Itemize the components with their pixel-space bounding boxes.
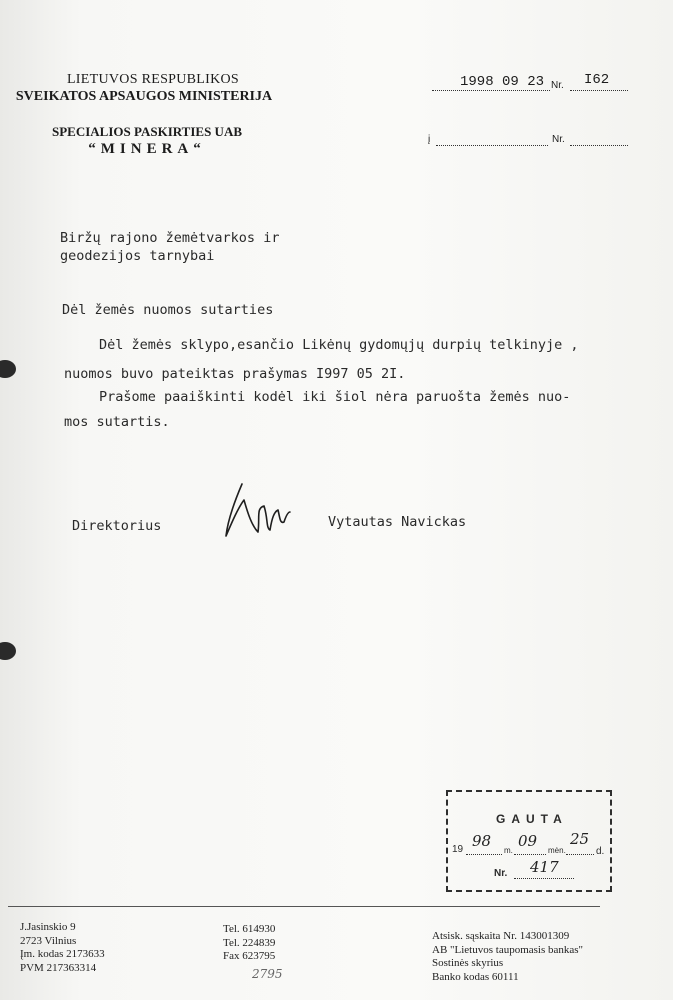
- signatory-title: Direktorius: [72, 518, 162, 534]
- punch-hole-top: [0, 360, 16, 378]
- body-line-2: nuomos buvo pateiktas prašymas I997 05 2I.: [64, 366, 406, 382]
- letter-nr-label: Nr.: [551, 80, 564, 91]
- handwritten-signature: [222, 478, 292, 544]
- letter-number: I62: [584, 72, 610, 88]
- letterhead-company-name: “MINERA“: [88, 141, 206, 157]
- letter-date: 1998 09 23: [460, 74, 545, 90]
- reply-prefix: į: [428, 134, 431, 145]
- stamp-year-prefix: 19: [452, 844, 464, 855]
- received-stamp: [446, 790, 612, 892]
- stamp-month: 09: [518, 832, 538, 850]
- punch-hole-bottom: [0, 642, 16, 660]
- stamp-month-label: m.: [504, 846, 513, 855]
- stamp-word: GAUTA: [496, 812, 568, 826]
- signatory-name: Vytautas Navickas: [328, 514, 467, 530]
- addressee-line-2: geodezijos tarnybai: [60, 248, 215, 264]
- footer-phones: Tel. 614930 Tel. 224839 Fax 623795: [223, 923, 276, 962]
- date-dotted-line: [432, 90, 550, 91]
- reply-nr-label: Nr.: [552, 134, 565, 145]
- reply-date-dotted-line: [436, 145, 548, 146]
- stamp-number: 417: [530, 858, 559, 876]
- stamp-day-suffix: d.: [596, 846, 605, 857]
- letterhead-company-type: SPECIALIOS PASKIRTIES UAB: [51, 124, 243, 139]
- number-dotted-line: [570, 90, 628, 91]
- letterhead-country: LIETUVOS RESPUBLIKOS: [66, 72, 240, 87]
- footer-divider: [8, 906, 600, 907]
- letterhead-ministry: SVEIKATOS APSAUGOS MINISTERIJA: [15, 89, 273, 104]
- stamp-year: 98: [472, 832, 492, 850]
- body-line-3: Prašome paaiškinti kodėl iki šiol nėra paruošta žemės nuo-: [99, 389, 571, 405]
- footer-handwritten-mark: 2795: [252, 967, 283, 981]
- footer-bank-details: Atsisk. sąskaita Nr. 143001309 AB "Lietuvos taupomasis bankas" Sostinės skyrius Banko kodas 60111: [432, 930, 584, 983]
- body-line-4: mos sutartis.: [64, 414, 170, 430]
- body-line-1: Dėl žemės sklypo,esančio Likėnų gydomųjų durpių telkinyje ,: [99, 337, 579, 353]
- footer-address: J.Jasinskio 9 2723 Vilnius Įm. kodas 2173633 PVM 217363314: [20, 921, 105, 974]
- stamp-day: 25: [570, 830, 590, 848]
- letter-subject: Dėl žemės nuomos sutarties: [62, 302, 274, 318]
- stamp-day-label: mėn.: [548, 846, 566, 855]
- stamp-nr-label: Nr.: [494, 868, 508, 879]
- addressee-line-1: Biržų rajono žemėtvarkos ir: [60, 230, 280, 246]
- reply-number-dotted-line: [570, 145, 628, 146]
